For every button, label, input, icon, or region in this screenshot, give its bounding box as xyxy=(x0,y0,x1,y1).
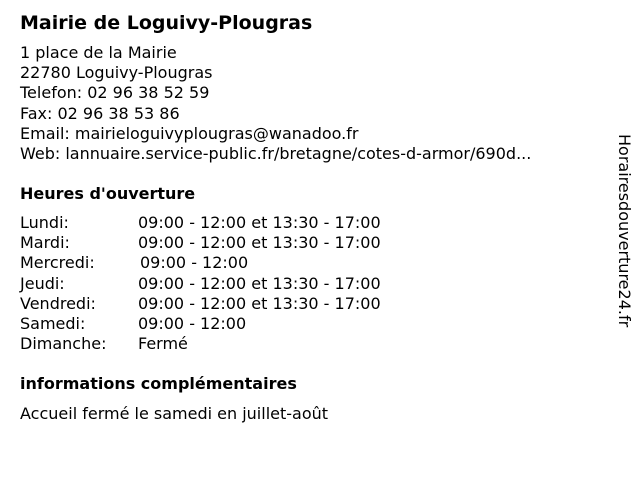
hours-day: Samedi: xyxy=(20,313,86,333)
hours-day: Lundi: xyxy=(20,213,69,232)
phone-line: Telefon: 02 96 38 52 59 xyxy=(20,83,210,103)
hours-time: 09:00 - 12:00 et 13:30 - 17:00 xyxy=(138,213,381,232)
email-line: Email: mairieloguivyplougras@wanadoo.fr xyxy=(20,123,359,143)
hours-time: 09:00 - 12:00 et 13:30 - 17:00 xyxy=(138,293,381,313)
hours-day: Mardi: xyxy=(20,233,70,253)
address-line-2: 22780 Loguivy-Plougras xyxy=(20,63,213,83)
contact-block xyxy=(20,43,531,164)
hours-day: Mercredi: xyxy=(20,253,95,273)
hours-time: 09:00 - 12:00 et 13:30 - 17:00 xyxy=(138,233,381,253)
hours-time: 09:00 - 12:00 et 13:30 - 17:00 xyxy=(138,273,381,293)
page-title: Mairie de Loguivy-Plougras xyxy=(20,12,313,34)
hours-time: 09:00 - 12:00 xyxy=(140,253,249,273)
hours-time: Fermé xyxy=(138,334,188,354)
hours-day: Dimanche: xyxy=(20,334,107,354)
hours-time: 09:00 - 12:00 xyxy=(138,313,247,333)
info-heading: informations complémentaires xyxy=(20,374,297,393)
address-line-1: 1 place de la Mairie xyxy=(20,43,177,62)
hours-heading: Heures d'ouverture xyxy=(20,184,196,203)
hours-day: Jeudi: xyxy=(20,273,65,293)
info-text: Accueil fermé le samedi en juillet-août xyxy=(20,404,329,423)
fax-line: Fax: 02 96 38 53 86 xyxy=(20,103,180,123)
web-line: Web: lannuaire.service-public.fr/bretagne/cotes-d-armor/690d... xyxy=(20,143,532,163)
brand-watermark: Horairesdouverture24.fr xyxy=(615,134,634,328)
hours-day: Vendredi: xyxy=(20,293,96,313)
